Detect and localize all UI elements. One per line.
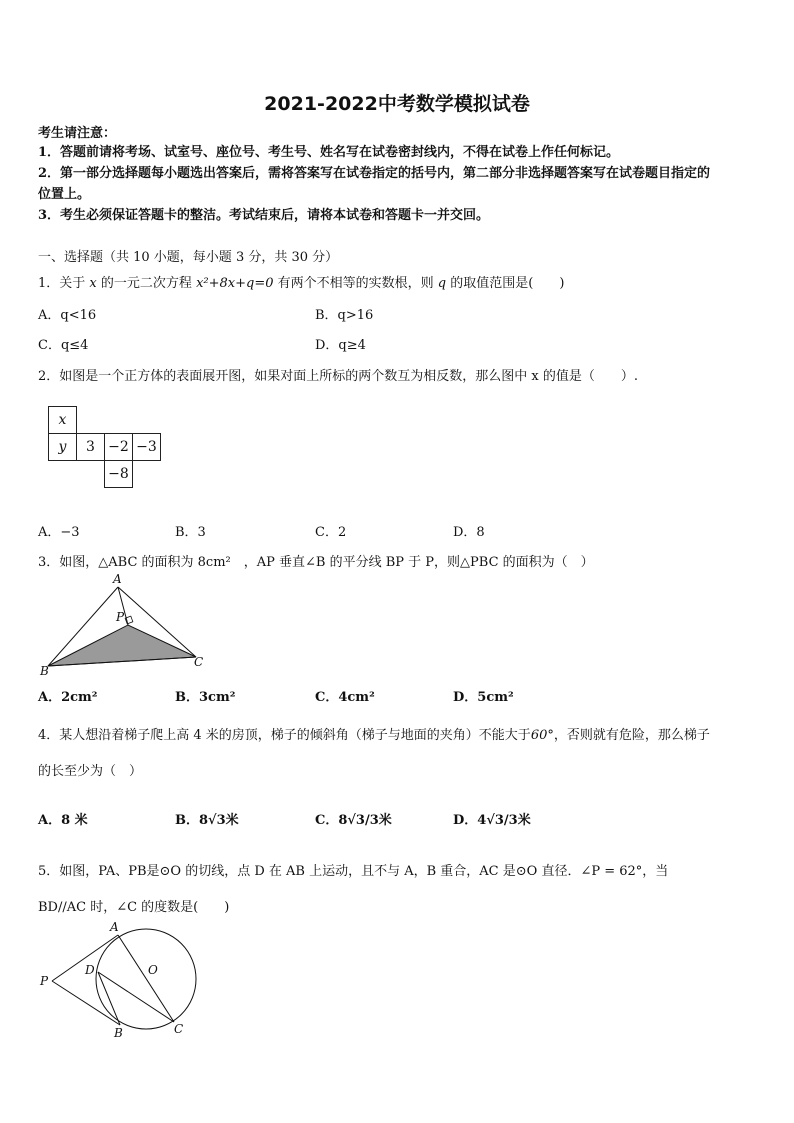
net-cell: 3 — [77, 434, 105, 461]
label-c: C — [194, 655, 204, 669]
question-5-stem-cont: BD//AC 时，∠C 的度数是( ) — [38, 900, 230, 915]
q1-option-c: C．q≤4 — [38, 338, 89, 353]
question-5-stem: 5．如图，PA、PB是⊙O 的切线，点 D 在 AB 上运动，且不与 A，B 重合，AC 是⊙O 直径．∠P = 62°，当 — [38, 864, 669, 879]
net-cell: x — [49, 407, 77, 434]
q2-option-c: C．2 — [315, 525, 347, 540]
net-cell: −2 — [105, 434, 133, 461]
section-heading: 一、选择题（共 10 小题，每小题 3 分，共 30 分） — [38, 250, 339, 265]
q4-option-b: B．8√3米 — [175, 813, 239, 828]
notice-item: 位置上。 — [38, 187, 91, 202]
net-cell: y — [49, 434, 77, 461]
q3-option-d: D．5cm² — [453, 690, 514, 705]
notice-heading: 考生请注意： — [38, 126, 117, 141]
tangent-pb — [52, 981, 120, 1025]
label-b: B — [114, 1026, 123, 1040]
q1-option-b: B．q>16 — [315, 308, 374, 323]
label-b: B — [40, 664, 49, 678]
q3-option-c: C．4cm² — [315, 690, 375, 705]
net-cell: −8 — [105, 461, 133, 488]
label-a: A — [113, 572, 122, 586]
question-4-stem-cont: 的长至少为（ ） — [38, 764, 143, 779]
q4-option-c: C．8√3/3米 — [315, 813, 392, 828]
label-c: C — [174, 1022, 184, 1036]
q2-option-d: D．8 — [453, 525, 485, 540]
question-3-stem: 3．如图，△ABC 的面积为 8cm² ，AP 垂直∠B 的平分线 BP 于 P，则△PBC 的面积为（ ） — [38, 555, 594, 570]
label-p: P — [40, 974, 49, 988]
chord-db — [98, 972, 120, 1025]
label-a: A — [110, 920, 119, 934]
net-cell: −3 — [133, 434, 161, 461]
question-1-stem: 1．关于 x 的一元二次方程 x²+8x+q=0 有两个不相等的实数根，则 q 的取值范围是( ) — [38, 276, 565, 291]
q1-option-d: D．q≥4 — [315, 338, 366, 353]
q2-option-a: A．−3 — [38, 525, 80, 540]
q4-option-d: D．4√3/3米 — [453, 813, 531, 828]
notice-item: 3．考生必须保证答题卡的整洁。考试结束后，请将本试卷和答题卡一并交回。 — [38, 208, 490, 223]
q4-option-a: A．8 米 — [38, 813, 88, 828]
q3-option-b: B．3cm² — [175, 690, 236, 705]
q1-option-a: A．q<16 — [38, 308, 97, 323]
question-2-stem: 2．如图是一个正方体的表面展开图，如果对面上所标的两个数互为相反数，那么图中 x 的值是（ ）. — [38, 369, 639, 384]
q3-option-a: A．2cm² — [38, 690, 98, 705]
chord-dc — [98, 972, 174, 1022]
label-o: O — [148, 963, 158, 977]
notice-item: 1．答题前请将考场、试室号、座位号、考生号、姓名写在试卷密封线内，不得在试卷上作任何标记。 — [38, 145, 620, 160]
label-p: P — [116, 610, 125, 624]
label-d: D — [85, 963, 95, 977]
diameter-ac — [118, 935, 174, 1022]
page-title: 2021-2022中考数学模拟试卷 — [264, 93, 530, 115]
q2-option-b: B．3 — [175, 525, 206, 540]
notice-item: 2．第一部分选择题每小题选出答案后，需将答案写在试卷指定的括号内，第二部分非选择题答案写在试卷题目指定的 — [38, 166, 711, 181]
question-4-stem: 4．某人想沿着梯子爬上高 4 米的房顶，梯子的倾斜角（梯子与地面的夹角）不能大于60°，否则就有危险，那么梯子 — [38, 728, 710, 743]
